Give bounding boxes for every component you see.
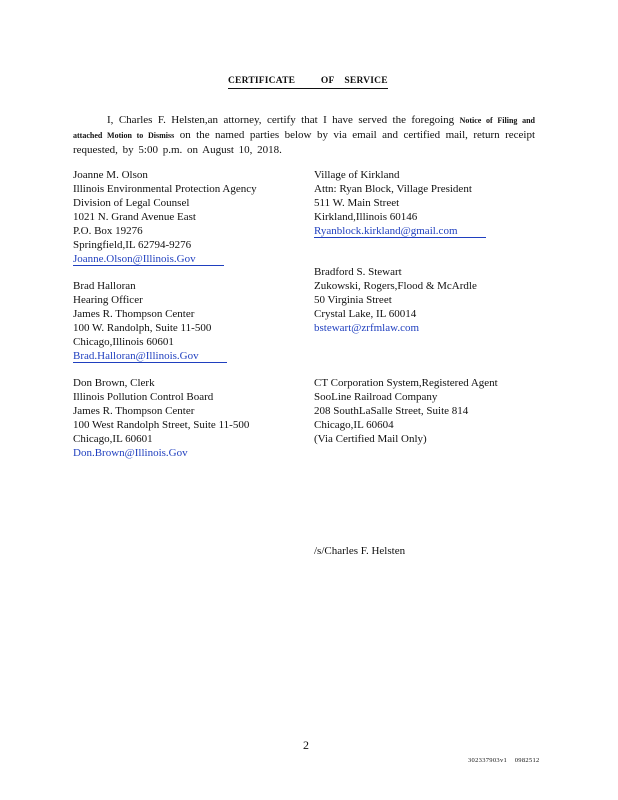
party-olson — [73, 168, 303, 266]
party-brown — [73, 376, 303, 460]
address-line: Crystal Lake, IL 60014 — [314, 308, 417, 320]
address-line: Joanne M. Olson — [73, 169, 148, 181]
notice-title: Notice of Filing and attached Motion to Dismiss — [73, 116, 535, 140]
address-line: (Via Certified Mail Only) — [314, 433, 427, 445]
address-line: Zukowski, Rogers,Flood & McArdle — [314, 280, 477, 292]
address-line: Division of Legal Counsel — [73, 197, 190, 209]
address-line: Illinois Environmental Protection Agency — [73, 183, 257, 195]
address-line: Hearing Officer — [73, 294, 143, 306]
address-line: Chicago,IL 60604 — [314, 419, 394, 431]
email-link-olson[interactable]: Joanne.Olson@Illinois.Gov — [73, 253, 224, 266]
address-line: Attn: Ryan Block, Village President — [314, 183, 472, 195]
page-number: 2 — [303, 738, 309, 752]
address-line: Chicago,Illinois 60601 — [73, 336, 174, 348]
address-line: CT Corporation System,Registered Agent — [314, 377, 498, 389]
address-line: James R. Thompson Center — [73, 405, 195, 417]
address-line: 50 Virginia Street — [314, 294, 392, 306]
address-line: Bradford S. Stewart — [314, 266, 402, 278]
signature: /s/Charles F. Helsten — [314, 545, 406, 557]
party-ct-corporation — [314, 376, 544, 446]
address-line: Illinois Pollution Control Board — [73, 391, 214, 403]
address-line: Don Brown, Clerk — [73, 377, 155, 389]
address-line: 208 SouthLaSalle Street, Suite 814 — [314, 405, 469, 417]
address-line: P.O. Box 19276 — [73, 225, 143, 237]
intro-text-before: I, Charles F. Helsten,an attorney, certify that I have served the foregoing — [107, 114, 455, 126]
email-link-halloran[interactable]: Brad.Halloran@Illinois.Gov — [73, 350, 227, 363]
document-title: CERTIFICATE OF SERVICE — [228, 74, 388, 89]
address-line: 100 W. Randolph, Suite 11-500 — [73, 322, 212, 334]
address-line: James R. Thompson Center — [73, 308, 195, 320]
address-line: Springfield,IL 62794-9276 — [73, 239, 192, 251]
email-link-brown[interactable]: Don.Brown@Illinois.Gov — [73, 447, 188, 459]
address-line: Village of Kirkland — [314, 169, 400, 181]
certification-paragraph — [73, 113, 535, 157]
party-halloran — [73, 279, 303, 363]
party-stewart — [314, 265, 544, 335]
intro-text-after: on the named parties below by via email and certified mail, return receipt requested, by 5:00 p.m. on August 10, 2018. — [73, 129, 536, 156]
address-line: 100 West Randolph Street, Suite 11-500 — [73, 419, 250, 431]
address-line: 1021 N. Grand Avenue East — [73, 211, 196, 223]
address-line: SooLine Railroad Company — [314, 391, 438, 403]
email-link-stewart[interactable]: bstewart@zrfmlaw.com — [314, 322, 420, 334]
document-id: 302337903v1 0982512 — [468, 757, 540, 764]
party-kirkland — [314, 168, 544, 238]
address-line: Chicago,IL 60601 — [73, 433, 153, 445]
email-link-kirkland[interactable]: Ryanblock.kirkland@gmail.com — [314, 225, 486, 238]
address-line: Brad Halloran — [73, 280, 136, 292]
address-line: Kirkland,Illinois 60146 — [314, 211, 418, 223]
address-line: 511 W. Main Street — [314, 197, 400, 209]
